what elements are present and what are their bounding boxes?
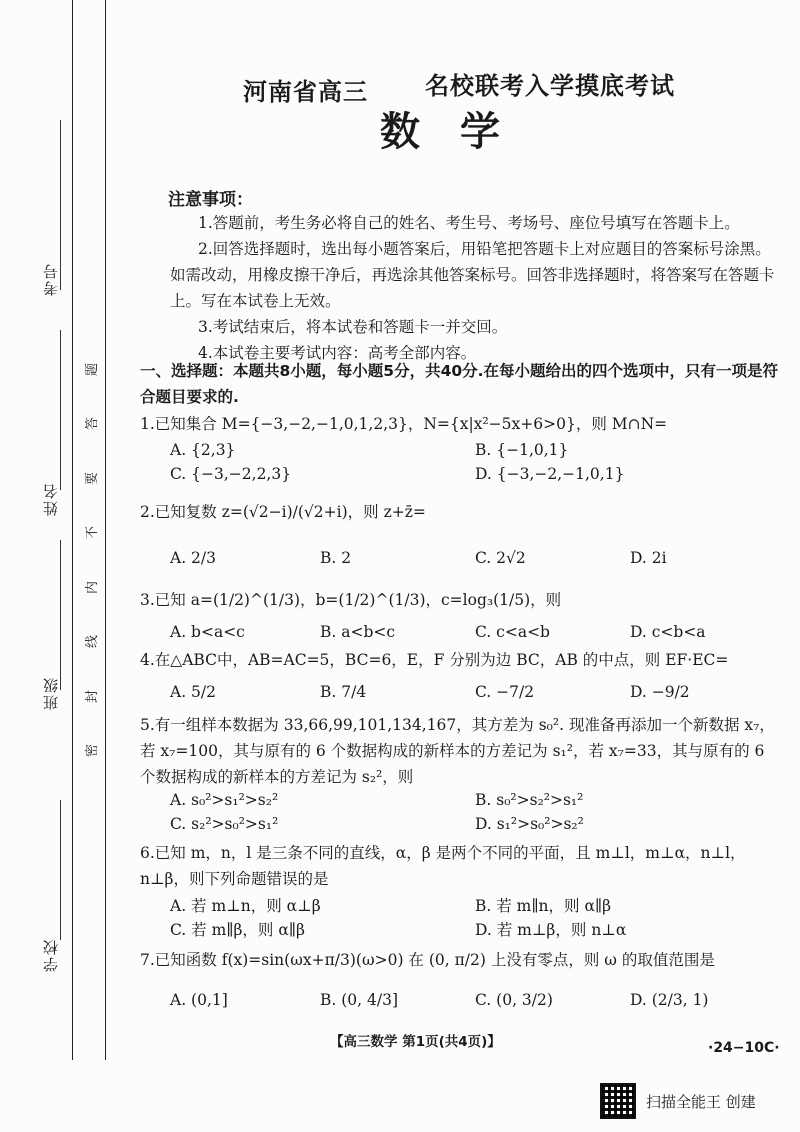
scanner-watermark (600, 1083, 756, 1119)
option-c: C. 2√2 (475, 549, 526, 567)
seal-char: 要 (85, 471, 101, 485)
notice-item: 3.考试结束后，将本试卷和答题卡一并交回。 (198, 318, 508, 336)
binding-line-outer (72, 0, 73, 1060)
section-heading: 一、选择题：本题共8小题，每小题5分，共40分.在每小题给出的四个选项中，只有一项是符合题目要求的. (140, 362, 779, 406)
exam-title-region: 河南省高三 (243, 78, 368, 106)
option-d: D. (2/3, 1) (630, 991, 709, 1009)
name-label: 姓名 (42, 482, 60, 516)
exam-title-name: 名校联考入学摸底考试 (425, 72, 675, 100)
question-options (170, 620, 780, 644)
exam-no-label: 考号 (42, 262, 60, 296)
exam-no-fill-line (60, 120, 61, 290)
option-b: B. 7/4 (320, 683, 367, 701)
seal-line-text (80, 360, 102, 760)
question-options (170, 438, 780, 486)
option-d: D. 2i (630, 549, 667, 567)
name-fill-line (60, 330, 61, 490)
question-options (170, 788, 780, 836)
question-stem: 5.有一组样本数据为 33,66,99,101,134,167，其方差为 s₀². 现准备再添加一个新数据 x₇，若 x₇=100，其与原有的 6 个数据构成的新样本的方差记为 s₁²，若 x₇=33，其与原有的 6 个数据构成的新样本的方差记为 s₂²，则 (140, 716, 775, 786)
notice-item: 4.本试卷主要考试内容：高考全部内容。 (198, 344, 477, 362)
question-options (170, 546, 780, 570)
option-b: B. {−1,0,1} (475, 441, 569, 459)
option-c: C. −7/2 (475, 683, 535, 701)
binding-line-inner (105, 0, 106, 1060)
option-d: D. c<b<a (630, 623, 706, 641)
notice-heading: 注意事项： (168, 190, 253, 210)
option-a: A. 2/3 (170, 549, 216, 567)
seal-char: 不 (85, 526, 101, 540)
seal-char: 密 (85, 743, 101, 757)
option-b: B. s₀²>s₂²>s₁² (475, 791, 584, 809)
option-b: B. 2 (320, 549, 352, 567)
question-options (170, 680, 780, 704)
seal-char: 题 (85, 362, 101, 377)
binding-margin (0, 0, 110, 1090)
question-options (170, 988, 780, 1012)
notice-item: 1.答题前，考生务必将自己的姓名、考生号、考场号、座位号填写在答题卡上。 (198, 214, 740, 232)
notice-item: 2.回答选择题时，选出每小题答案后，用铅笔把答题卡上对应题目的答案标号涂黑。如需改动，用橡皮擦干净后，再选涂其他答案标号。回答非选择题时，将答案写在答题卡上。写在本试卷上无效。 (170, 240, 775, 310)
seal-char: 封 (85, 689, 101, 703)
question-stem: 6.已知 m，n，l 是三条不同的直线，α，β 是两个不同的平面，且 m⊥l，m⊥α，n⊥l，n⊥β，则下列命题错误的是 (140, 844, 746, 888)
option-a: A. s₀²>s₁²>s₂² (170, 791, 279, 809)
class-label: 班级 (42, 676, 60, 710)
option-c: C. {−3,−2,2,3} (170, 465, 292, 483)
paper-code: ·24−10C· (708, 1040, 780, 1056)
option-c: C. s₂²>s₀²>s₁² (170, 815, 279, 833)
option-c: C. 若 m∥β，则 α∥β (170, 921, 305, 939)
school-fill-line (60, 800, 61, 940)
option-d: D. {−3,−2,−1,0,1} (475, 465, 625, 483)
subject-title: 数学 (380, 109, 540, 155)
option-d: D. 若 m⊥β，则 n⊥α (475, 921, 627, 939)
qr-code-icon (600, 1083, 636, 1119)
seal-char: 答 (85, 417, 101, 431)
class-fill-line (60, 540, 61, 690)
question-stem: 1.已知集合 M={−3,−2,−1,0,1,2,3}，N={x|x²−5x+6>0}，则 M∩N= (140, 415, 668, 433)
school-label: 学校 (42, 938, 60, 972)
question-stem: 7.已知函数 f(x)=sin(ωx+π/3)(ω>0) 在 (0, π/2) 上没有零点，则 ω 的取值范围是 (140, 951, 715, 969)
question-stem: 4.在△ABC中，AB=AC=5，BC=6，E，F 分别为边 BC，AB 的中点，则 EF·EC= (140, 651, 729, 669)
option-b: B. a<b<c (320, 623, 396, 641)
option-a: A. {2,3} (170, 441, 236, 459)
option-b: B. (0, 4/3] (320, 991, 398, 1009)
option-a: A. 5/2 (170, 683, 216, 701)
seal-char: 线 (85, 635, 101, 649)
seal-char: 内 (85, 580, 101, 594)
option-c: C. (0, 3/2) (475, 991, 553, 1009)
option-b: B. 若 m∥n，则 α∥β (475, 897, 612, 915)
option-d: D. s₁²>s₀²>s₂² (475, 815, 584, 833)
option-a: A. (0,1] (170, 991, 228, 1009)
option-d: D. −9/2 (630, 683, 690, 701)
watermark-text: 扫描全能王 创建 (646, 1092, 756, 1111)
question-stem: 3.已知 a=(1/2)^(1/3)，b=(1/2)^(1/3)，c=log₃(1/5)，则 (140, 591, 562, 609)
option-a: A. 若 m⊥n，则 α⊥β (170, 897, 321, 915)
option-a: A. b<a<c (170, 623, 245, 641)
page-footer: 【高三数学 第1页(共4页)】 (330, 1034, 501, 1050)
notice-list (170, 210, 780, 366)
question-options (170, 894, 780, 942)
question-stem: 2.已知复数 z=(√2−i)/(√2+i)，则 z+z̄= (140, 503, 426, 521)
option-c: C. c<a<b (475, 623, 550, 641)
